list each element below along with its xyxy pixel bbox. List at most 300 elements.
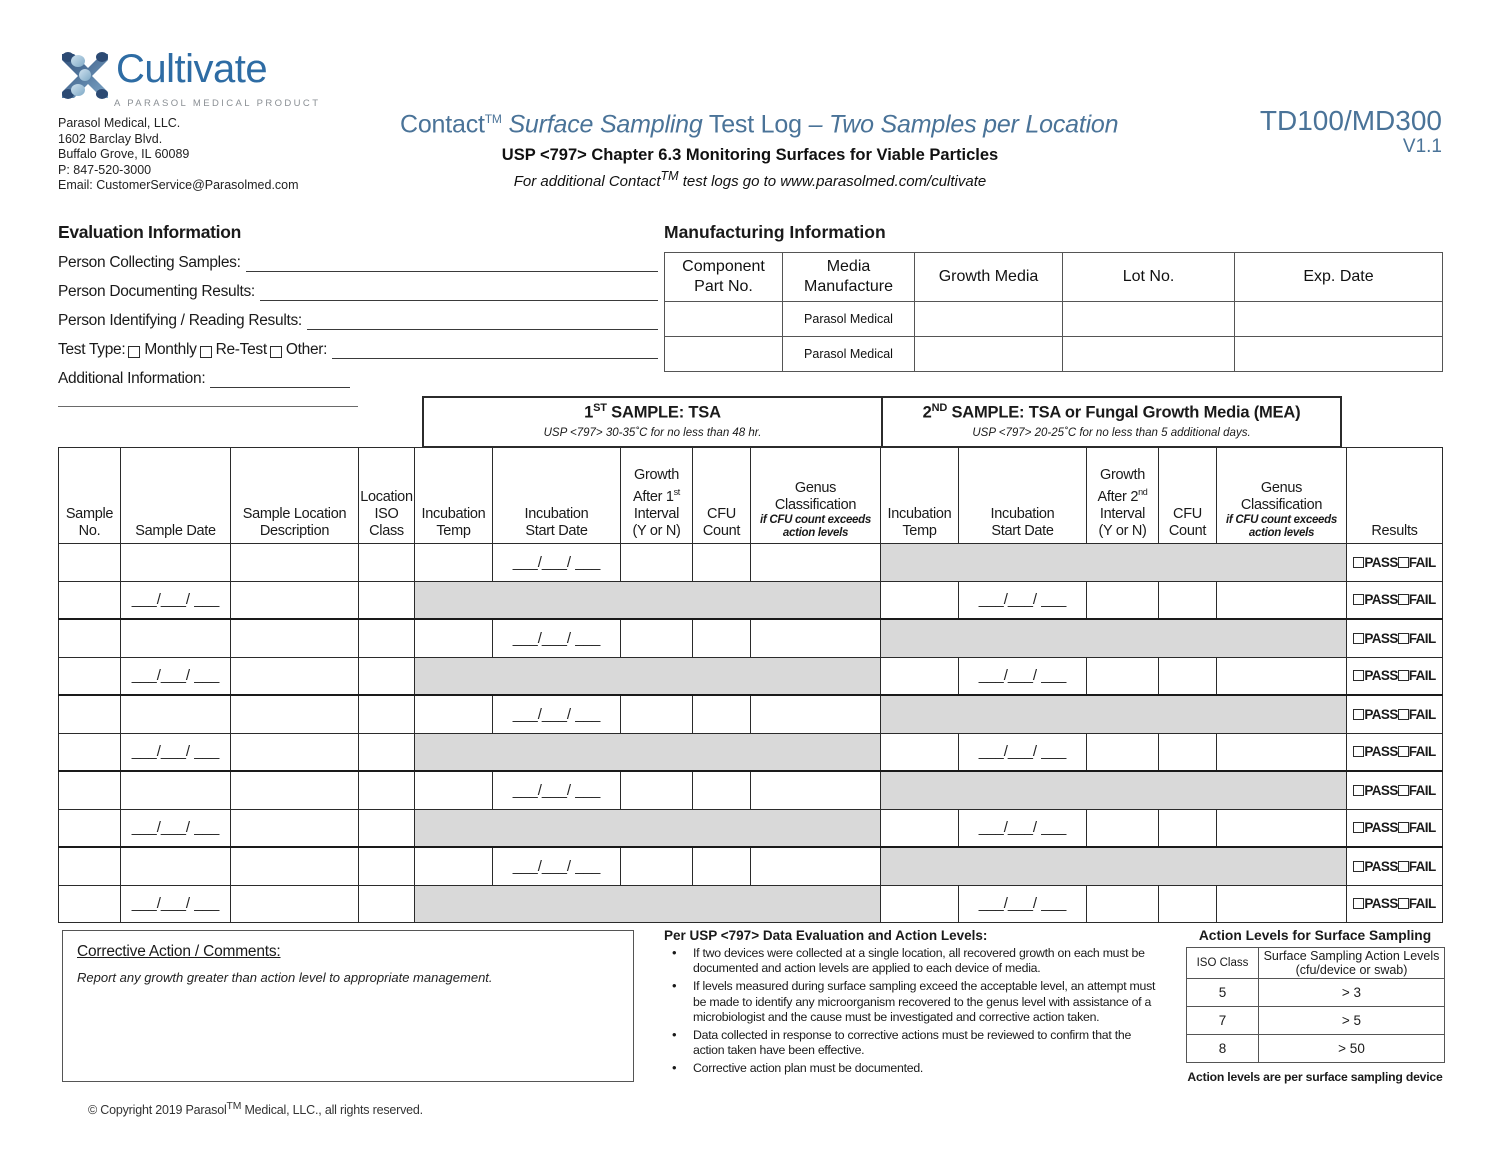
subtitle2-trademark: TM xyxy=(660,169,679,184)
checkbox-other[interactable] xyxy=(270,346,282,358)
usp-notes-heading: Per USP <797> Data Evaluation and Action Levels: xyxy=(664,928,988,943)
copyright-b: Medical, LLC., all rights reserved. xyxy=(241,1103,423,1118)
cell-incubation-start-date-1[interactable]: ___/___/ ___ xyxy=(493,695,621,733)
col-media-manufacture xyxy=(783,253,915,302)
log-header-row xyxy=(59,448,1443,544)
field-label: Person Identifying / Reading Results: xyxy=(58,312,302,329)
cell-result[interactable]: PASS FAIL xyxy=(1347,544,1443,582)
field-label: Person Documenting Results: xyxy=(58,283,255,300)
document-number: TD100/MD300 xyxy=(1259,105,1442,136)
th-cfu-count-1 xyxy=(693,448,751,544)
cell-location-description[interactable] xyxy=(231,809,359,847)
usp-notes-section xyxy=(664,928,1164,1077)
th-growth1-l4: (Y or N) xyxy=(632,523,681,539)
th-loc-l1: Sample Location xyxy=(242,506,347,522)
checkbox-fail[interactable] xyxy=(1398,709,1409,720)
cell-genus-1[interactable] xyxy=(751,619,881,657)
th-location-iso-class xyxy=(359,448,415,544)
col-exp-date: Exp. Date xyxy=(1235,253,1443,302)
table-row xyxy=(59,544,1443,582)
cell-second-sample-blocked xyxy=(881,771,1347,809)
test-type-option-retest: Re-Test xyxy=(215,341,267,358)
cell-growth-2[interactable] xyxy=(1087,885,1159,923)
second-sample-banner xyxy=(882,396,1342,448)
checkbox-pass[interactable] xyxy=(1353,898,1364,909)
cell-incubation-temp-1[interactable] xyxy=(415,847,493,885)
cell-location-description[interactable] xyxy=(231,581,359,619)
cell-incubation-start-date-2[interactable]: ___/___/ ___ xyxy=(959,885,1087,923)
cell-incubation-start-date-2[interactable]: ___/___/ ___ xyxy=(959,581,1087,619)
cell-iso-class[interactable] xyxy=(359,619,415,657)
first-sample-title xyxy=(424,402,881,423)
mfg-lot-no-input[interactable] xyxy=(1063,337,1235,372)
col-lot-no: Lot No. xyxy=(1063,253,1235,302)
th-incubation-start-date-1 xyxy=(493,448,621,544)
th-growth2-l1: Growth xyxy=(1100,467,1145,484)
list-item: • If levels measured during surface sampling exceed the acceptable level, an attempt must be made to identify any microorganism recovered to the genus level with assistance of a microbiologist and the cause must be investigated and corrective action taken. xyxy=(664,979,1164,1025)
th-inc-temp2-l2: Temp xyxy=(902,523,937,539)
th-iso-l3: Class xyxy=(369,523,404,539)
cell-cfu-count-2[interactable] xyxy=(1159,581,1217,619)
col-component-part-no xyxy=(665,253,783,302)
second-sample-note: USP <797> 20-25˚C for no less than 5 additional days. xyxy=(972,426,1251,439)
field-label: Person Collecting Samples: xyxy=(58,254,241,271)
cell-sample-no[interactable] xyxy=(59,733,121,771)
manufacturing-row xyxy=(665,337,1443,372)
cell-first-sample-blocked xyxy=(415,581,881,619)
al-col-iso-class: ISO Class xyxy=(1187,948,1259,979)
test-type-option-other: Other: xyxy=(285,341,328,358)
cell-second-sample-blocked xyxy=(881,847,1347,885)
cell-location-description[interactable] xyxy=(231,733,359,771)
cell-growth-1[interactable] xyxy=(621,847,693,885)
title-surface-sampling: Surface Sampling xyxy=(508,110,703,139)
cell-growth-2[interactable] xyxy=(1087,581,1159,619)
th-genus2-note1: if CFU count exceeds xyxy=(1226,514,1337,526)
th-inc-start-l1: Incubation xyxy=(524,506,589,522)
cell-sample-no[interactable] xyxy=(59,771,121,809)
test-type-label: Test Type: xyxy=(58,341,126,358)
cell-genus-2[interactable] xyxy=(1217,733,1347,771)
th-results: Results xyxy=(1347,448,1443,544)
al-level: > 3 xyxy=(1259,979,1445,1007)
th-genus-classification-2 xyxy=(1217,448,1347,544)
table-row xyxy=(1187,1007,1445,1035)
test-type-option-monthly: Monthly xyxy=(144,341,197,358)
al-iso-class: 8 xyxy=(1187,1035,1259,1063)
title-contact: Contact xyxy=(400,110,485,139)
table-row xyxy=(59,885,1443,923)
cell-incubation-start-date-1[interactable]: ___/___/ ___ xyxy=(493,771,621,809)
table-row xyxy=(59,619,1443,657)
cell-iso-class[interactable] xyxy=(359,695,415,733)
field-person-collecting xyxy=(58,254,658,272)
th-genus-note2: action levels xyxy=(782,527,849,539)
title-two-samples: – Two Samples per Location xyxy=(808,110,1119,139)
cell-location-description[interactable] xyxy=(231,847,359,885)
cell-growth-1[interactable] xyxy=(621,619,693,657)
table-row xyxy=(59,809,1443,847)
cell-genus-1[interactable] xyxy=(751,847,881,885)
cell-result[interactable]: PASS FAIL xyxy=(1347,619,1443,657)
cell-first-sample-blocked xyxy=(415,657,881,695)
cell-iso-class[interactable] xyxy=(359,885,415,923)
cell-growth-2[interactable] xyxy=(1087,733,1159,771)
th-genus2-l1: Genus xyxy=(1260,480,1303,496)
sample-banner-row xyxy=(422,396,1342,448)
th-genus-note1: if CFU count exceeds xyxy=(760,514,871,526)
cell-result[interactable]: PASS FAIL xyxy=(1347,847,1443,885)
cell-growth-1[interactable] xyxy=(621,771,693,809)
cell-incubation-start-date-1[interactable]: ___/___/ ___ xyxy=(493,544,621,582)
cell-sample-date[interactable]: ___/___/ ___ xyxy=(121,657,231,695)
list-item: • If two devices were collected at a single location, all recovered growth on each must be documented and action levels are applied to each device of media. xyxy=(664,946,1164,976)
sampling-log-table-wrap xyxy=(58,447,1442,923)
al-level: > 50 xyxy=(1259,1035,1445,1063)
table-row xyxy=(59,847,1443,885)
th-genus-l2: Classification xyxy=(774,497,857,513)
cultivate-logo-icon xyxy=(58,48,110,102)
th-inc-start2-l1: Incubation xyxy=(990,506,1055,522)
th-growth2-l4: (Y or N) xyxy=(1098,523,1147,539)
cell-second-sample-blocked xyxy=(881,619,1347,657)
th-sample-location-description xyxy=(231,448,359,544)
checkbox-pass[interactable] xyxy=(1353,594,1364,605)
mfg-part-no-input[interactable] xyxy=(665,302,783,337)
second-sample-title xyxy=(883,402,1340,423)
document-header xyxy=(0,0,1500,215)
test-type-other-input[interactable] xyxy=(332,343,658,359)
cell-location-description[interactable] xyxy=(231,695,359,733)
checkbox-pass[interactable] xyxy=(1353,822,1364,833)
title-block xyxy=(400,104,1119,191)
cell-cfu-count-1[interactable] xyxy=(693,619,751,657)
checkbox-fail[interactable] xyxy=(1398,746,1409,757)
cell-result[interactable]: PASS FAIL xyxy=(1347,657,1443,695)
field-person-identifying xyxy=(58,312,658,330)
mfg-part-no-input[interactable] xyxy=(665,337,783,372)
list-item: • Data collected in response to corrective actions must be reviewed to confirm that the action taken have been effective. xyxy=(664,1028,1164,1058)
cell-location-description[interactable] xyxy=(231,619,359,657)
checkbox-pass[interactable] xyxy=(1353,861,1364,872)
mfg-manufacture-value: Parasol Medical xyxy=(783,337,915,372)
checkbox-pass[interactable] xyxy=(1353,785,1364,796)
cell-cfu-count-1[interactable] xyxy=(693,771,751,809)
cell-cfu-count-1[interactable] xyxy=(693,544,751,582)
checkbox-pass[interactable] xyxy=(1353,746,1364,757)
mfg-exp-date-input[interactable] xyxy=(1235,302,1443,337)
document-title xyxy=(400,104,1119,139)
cell-sample-no[interactable] xyxy=(59,885,121,923)
th-loc-l2: Description xyxy=(259,523,330,539)
cell-genus-1[interactable] xyxy=(751,695,881,733)
cell-cfu-count-2[interactable] xyxy=(1159,733,1217,771)
cell-genus-1[interactable] xyxy=(751,544,881,582)
company-phone: P: 847-520-3000 xyxy=(58,162,152,177)
additional-info-label: Additional Information: xyxy=(58,370,206,387)
cell-genus-1[interactable] xyxy=(751,771,881,809)
cell-result[interactable]: PASS FAIL xyxy=(1347,885,1443,923)
cell-incubation-temp-2[interactable] xyxy=(881,581,959,619)
additional-info-input-line2[interactable] xyxy=(58,404,358,407)
cell-sample-no[interactable] xyxy=(59,619,121,657)
cell-genus-2[interactable] xyxy=(1217,657,1347,695)
cell-sample-date[interactable] xyxy=(121,619,231,657)
action-levels-table xyxy=(1186,947,1445,1063)
company-city: Buffalo Grove, IL 60089 xyxy=(58,147,190,161)
cell-sample-date[interactable] xyxy=(121,544,231,582)
th-genus2-l2: Classification xyxy=(1240,497,1323,513)
th-growth-after-second-interval xyxy=(1087,448,1159,544)
manufacturing-header-row xyxy=(665,253,1443,302)
mfg-manufacture-value: Parasol Medical xyxy=(783,302,915,337)
cell-sample-no[interactable] xyxy=(59,847,121,885)
cell-location-description[interactable] xyxy=(231,885,359,923)
field-additional-information xyxy=(58,370,658,388)
action-levels-header-row xyxy=(1187,948,1445,979)
cell-incubation-temp-2[interactable] xyxy=(881,885,959,923)
manufacturing-heading: Manufacturing Information xyxy=(664,222,886,242)
cell-first-sample-blocked xyxy=(415,809,881,847)
cell-iso-class[interactable] xyxy=(359,847,415,885)
cell-sample-date[interactable] xyxy=(121,847,231,885)
cell-result[interactable]: PASS FAIL xyxy=(1347,733,1443,771)
th-sample-no xyxy=(59,448,121,544)
cell-incubation-start-date-2[interactable]: ___/___/ ___ xyxy=(959,809,1087,847)
al-iso-class: 7 xyxy=(1187,1007,1259,1035)
cell-location-description[interactable] xyxy=(231,771,359,809)
checkbox-pass[interactable] xyxy=(1353,633,1364,644)
first-sample-ordinal: 1 xyxy=(584,403,594,422)
cell-growth-2[interactable] xyxy=(1087,809,1159,847)
cell-incubation-temp-1[interactable] xyxy=(415,771,493,809)
manufacturing-table xyxy=(664,252,1443,372)
cell-result[interactable]: PASS FAIL xyxy=(1347,809,1443,847)
field-test-type xyxy=(58,341,658,359)
th-growth2-sup: nd xyxy=(1138,487,1148,498)
table-row xyxy=(1187,1035,1445,1063)
th-genus-l1: Genus xyxy=(794,480,837,496)
evaluation-information-section xyxy=(58,222,658,407)
table-row xyxy=(1187,979,1445,1007)
copyright-a: © Copyright 2019 Parasol xyxy=(88,1103,227,1118)
mfg-growth-media-input[interactable] xyxy=(915,337,1063,372)
th-growth1-sup: st xyxy=(673,487,681,498)
company-logo-block xyxy=(58,48,388,194)
cell-incubation-start-date-1[interactable]: ___/___/ ___ xyxy=(493,619,621,657)
table-row xyxy=(59,695,1443,733)
cell-iso-class[interactable] xyxy=(359,809,415,847)
cell-location-description[interactable] xyxy=(231,657,359,695)
cell-incubation-start-date-1[interactable]: ___/___/ ___ xyxy=(493,847,621,885)
cell-genus-2[interactable] xyxy=(1217,581,1347,619)
mfg-growth-media-input[interactable] xyxy=(915,302,1063,337)
second-sample-ordinal-suffix: ND xyxy=(931,402,948,414)
cell-growth-2[interactable] xyxy=(1087,657,1159,695)
cell-cfu-count-1[interactable] xyxy=(693,695,751,733)
cell-incubation-temp-1[interactable] xyxy=(415,695,493,733)
manufacturing-information-section xyxy=(664,222,1442,372)
corrective-action-heading: Corrective Action / Comments: xyxy=(77,943,281,960)
checkbox-fail[interactable] xyxy=(1398,822,1409,833)
col-media-l2: Manufacture xyxy=(804,278,893,295)
th-growth-after-first-interval xyxy=(621,448,693,544)
checkbox-fail[interactable] xyxy=(1398,633,1409,644)
th-growth1-l3: Interval xyxy=(633,506,680,522)
subtitle2-b: test logs go to www.parasolmed.com/cultivate xyxy=(682,173,987,191)
cell-incubation-temp-2[interactable] xyxy=(881,733,959,771)
person-documenting-input[interactable] xyxy=(260,285,658,301)
cell-sample-date[interactable] xyxy=(121,695,231,733)
additional-info-input[interactable] xyxy=(210,372,350,388)
list-item: • Corrective action plan must be documented. xyxy=(664,1061,1164,1076)
th-inc-temp2-l1: Incubation xyxy=(887,506,952,522)
col-media-l1: Media xyxy=(826,258,871,275)
th-cfu2-l1: CFU xyxy=(1173,506,1202,522)
mfg-lot-no-input[interactable] xyxy=(1063,302,1235,337)
action-levels-section xyxy=(1186,928,1444,1084)
title-test-log: Test Log xyxy=(708,110,802,139)
checkbox-pass[interactable] xyxy=(1353,670,1364,681)
company-street: 1602 Barclay Blvd. xyxy=(58,131,163,146)
cell-growth-1[interactable] xyxy=(621,695,693,733)
th-growth2-l3: Interval xyxy=(1099,506,1146,522)
cell-incubation-temp-1[interactable] xyxy=(415,544,493,582)
checkbox-fail[interactable] xyxy=(1398,594,1409,605)
th-inc-start-l2: Start Date xyxy=(525,523,588,539)
cell-sample-date[interactable]: ___/___/ ___ xyxy=(121,885,231,923)
th-cfu-l1: CFU xyxy=(707,506,736,522)
th-genus2-note2: action levels xyxy=(1248,527,1315,539)
person-collecting-input[interactable] xyxy=(246,256,658,272)
company-email: Email: CustomerService@Parasolmed.com xyxy=(58,178,299,192)
cell-sample-date[interactable] xyxy=(121,771,231,809)
cell-sample-date[interactable]: ___/___/ ___ xyxy=(121,809,231,847)
cell-incubation-start-date-2[interactable]: ___/___/ ___ xyxy=(959,733,1087,771)
document-version: V1.1 xyxy=(1402,136,1442,157)
checkbox-pass[interactable] xyxy=(1353,557,1364,568)
th-inc-temp-l1: Incubation xyxy=(421,506,486,522)
second-sample-ordinal: 2 xyxy=(922,403,932,422)
checkbox-retest[interactable] xyxy=(200,346,212,358)
th-inc-temp-l2: Temp xyxy=(436,523,471,539)
person-identifying-input[interactable] xyxy=(307,314,658,330)
cell-sample-date[interactable]: ___/___/ ___ xyxy=(121,733,231,771)
cell-iso-class[interactable] xyxy=(359,657,415,695)
th-genus-classification-1 xyxy=(751,448,881,544)
checkbox-monthly[interactable] xyxy=(128,346,140,358)
cell-cfu-count-2[interactable] xyxy=(1159,885,1217,923)
cell-first-sample-blocked xyxy=(415,885,881,923)
cell-sample-date[interactable]: ___/___/ ___ xyxy=(121,581,231,619)
cell-genus-2[interactable] xyxy=(1217,885,1347,923)
al-iso-class: 5 xyxy=(1187,979,1259,1007)
cell-incubation-temp-2[interactable] xyxy=(881,809,959,847)
th-cfu2-l2: Count xyxy=(1168,523,1207,539)
cell-iso-class[interactable] xyxy=(359,733,415,771)
cell-sample-no[interactable] xyxy=(59,695,121,733)
th-growth2-l2 xyxy=(1097,489,1147,505)
document-subtitle-2 xyxy=(400,169,1100,190)
th-incubation-temp-1 xyxy=(415,448,493,544)
action-levels-note: Action levels are per surface sampling device xyxy=(1187,1070,1443,1084)
th-cfu-count-2 xyxy=(1159,448,1217,544)
checkbox-fail[interactable] xyxy=(1398,785,1409,796)
corrective-action-box[interactable] xyxy=(62,930,634,1082)
cell-incubation-start-date-2[interactable]: ___/___/ ___ xyxy=(959,657,1087,695)
th-growth1-l2 xyxy=(633,489,680,505)
cell-sample-no[interactable] xyxy=(59,809,121,847)
table-row xyxy=(59,771,1443,809)
cell-sample-no[interactable] xyxy=(59,581,121,619)
subtitle2-a: For additional Contact xyxy=(513,173,661,191)
col-growth-media: Growth Media xyxy=(915,253,1063,302)
col-component-l2: Part No. xyxy=(694,278,753,295)
checkbox-fail[interactable] xyxy=(1398,557,1409,568)
checkbox-fail[interactable] xyxy=(1398,670,1409,681)
checkbox-pass[interactable] xyxy=(1353,709,1364,720)
th-iso-l2: ISO xyxy=(374,506,399,522)
cell-result[interactable]: PASS FAIL xyxy=(1347,771,1443,809)
logo-wordmark: Cultivate xyxy=(116,47,268,91)
corrective-action-body: Report any growth greater than action level to appropriate management. xyxy=(77,970,493,985)
cell-iso-class[interactable] xyxy=(359,544,415,582)
th-cfu-l2: Count xyxy=(702,523,741,539)
second-sample-rest: SAMPLE: TSA or Fungal Growth Media (MEA) xyxy=(947,403,1301,422)
cell-iso-class[interactable] xyxy=(359,581,415,619)
table-row xyxy=(59,581,1443,619)
company-name: Parasol Medical, LLC. xyxy=(58,116,181,130)
mfg-exp-date-input[interactable] xyxy=(1235,337,1443,372)
cell-result[interactable]: PASS FAIL xyxy=(1347,695,1443,733)
cell-second-sample-blocked xyxy=(881,695,1347,733)
al-col-levels-l1: Surface Sampling Action Levels xyxy=(1263,949,1440,963)
cell-cfu-count-2[interactable] xyxy=(1159,657,1217,695)
cell-incubation-temp-1[interactable] xyxy=(415,619,493,657)
logo-tagline: A PARASOL MEDICAL PRODUCT xyxy=(114,98,321,109)
col-component-l1: Component xyxy=(682,258,765,275)
th-iso-l1: Location xyxy=(360,489,413,505)
cell-sample-no[interactable] xyxy=(59,657,121,695)
cell-incubation-temp-2[interactable] xyxy=(881,657,959,695)
th-growth1-l2a: After 1 xyxy=(632,489,674,505)
checkbox-fail[interactable] xyxy=(1398,898,1409,909)
first-sample-note: USP <797> 30-35˚C for no less than 48 hr. xyxy=(543,426,762,439)
cell-location-description[interactable] xyxy=(231,544,359,582)
manufacturing-row xyxy=(665,302,1443,337)
sampling-log-table xyxy=(58,447,1443,923)
cell-cfu-count-2[interactable] xyxy=(1159,809,1217,847)
cell-sample-no[interactable] xyxy=(59,544,121,582)
cell-result[interactable]: PASS FAIL xyxy=(1347,581,1443,619)
cell-second-sample-blocked xyxy=(881,544,1347,582)
checkbox-fail[interactable] xyxy=(1398,861,1409,872)
sampling-log-body xyxy=(59,544,1443,923)
table-row xyxy=(59,657,1443,695)
copyright-notice xyxy=(88,1101,423,1117)
th-incubation-temp-2 xyxy=(881,448,959,544)
copyright-trademark: TM xyxy=(226,1101,242,1112)
cell-cfu-count-1[interactable] xyxy=(693,847,751,885)
th-growth2-l2a: After 2 xyxy=(1097,489,1139,505)
cell-growth-1[interactable] xyxy=(621,544,693,582)
table-row xyxy=(59,733,1443,771)
document-subtitle: USP <797> Chapter 6.3 Monitoring Surfaces for Viable Particles xyxy=(501,146,999,165)
cell-iso-class[interactable] xyxy=(359,771,415,809)
cell-genus-2[interactable] xyxy=(1217,809,1347,847)
title-trademark: TM xyxy=(484,112,502,126)
al-level: > 5 xyxy=(1259,1007,1445,1035)
